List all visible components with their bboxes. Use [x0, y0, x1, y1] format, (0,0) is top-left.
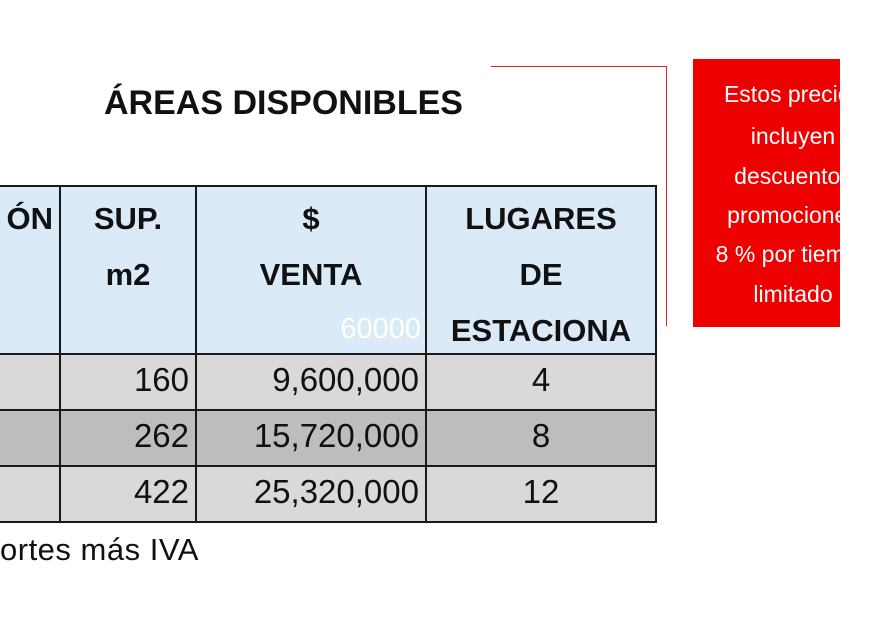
- row-lugares-value: 12: [522, 473, 560, 510]
- table-row-cell: [0, 353, 61, 411]
- page-title: ÁREAS DISPONIBLES: [104, 84, 463, 122]
- table-row-cell: [0, 465, 61, 523]
- row-venta-value: 9,600,000: [272, 361, 419, 398]
- note-line: descuentos: [734, 163, 852, 189]
- promo-note: [693, 59, 871, 327]
- header-venta-label: VENTA: [259, 257, 363, 292]
- header-cell-location: [0, 185, 61, 355]
- note-line: limitado: [753, 281, 833, 307]
- header-venta-hidden-value: 60000: [340, 313, 421, 345]
- note-line: 8 % por tiempo: [715, 241, 871, 267]
- table-row-cell: [0, 409, 61, 467]
- header-cell-sup: [59, 185, 197, 355]
- table-row-cell-sup: [59, 465, 197, 523]
- header-sup-unit: m2: [105, 257, 151, 292]
- header-location-label: ÓN: [6, 201, 53, 236]
- table-row-cell-lugares: [425, 353, 657, 411]
- header-venta-symbol: $: [302, 201, 320, 236]
- table-row-cell-lugares: [425, 465, 657, 523]
- row-venta-value: 15,720,000: [253, 417, 419, 454]
- table-row-cell-lugares: [425, 409, 657, 467]
- table-row-cell-venta: [195, 353, 427, 411]
- header-lugares-de: DE: [519, 257, 563, 292]
- row-lugares-value: 4: [531, 361, 551, 398]
- header-cell-lugares: [425, 185, 657, 355]
- row-lugares-value: 8: [531, 417, 551, 454]
- header-lugares-label: LUGARES: [465, 201, 617, 236]
- table-row-cell-venta: [195, 465, 427, 523]
- header-lugares-estaciona: ESTACIONA: [450, 313, 632, 348]
- header-cell-venta: [195, 185, 427, 355]
- table-row-cell-sup: [59, 409, 197, 467]
- note-line: Estos precios: [723, 81, 863, 107]
- row-venta-value: 25,320,000: [253, 473, 419, 510]
- row-sup-value: 160: [133, 361, 189, 398]
- table-row-cell-sup: [59, 353, 197, 411]
- note-line: promociones: [727, 202, 859, 228]
- row-sup-value: 262: [133, 417, 189, 454]
- table-row-cell-venta: [195, 409, 427, 467]
- header-sup-label: SUP.: [93, 201, 163, 236]
- footer-note: ortes más IVA: [0, 532, 199, 567]
- note-line: incluyen: [750, 123, 836, 149]
- row-sup-value: 422: [133, 473, 189, 510]
